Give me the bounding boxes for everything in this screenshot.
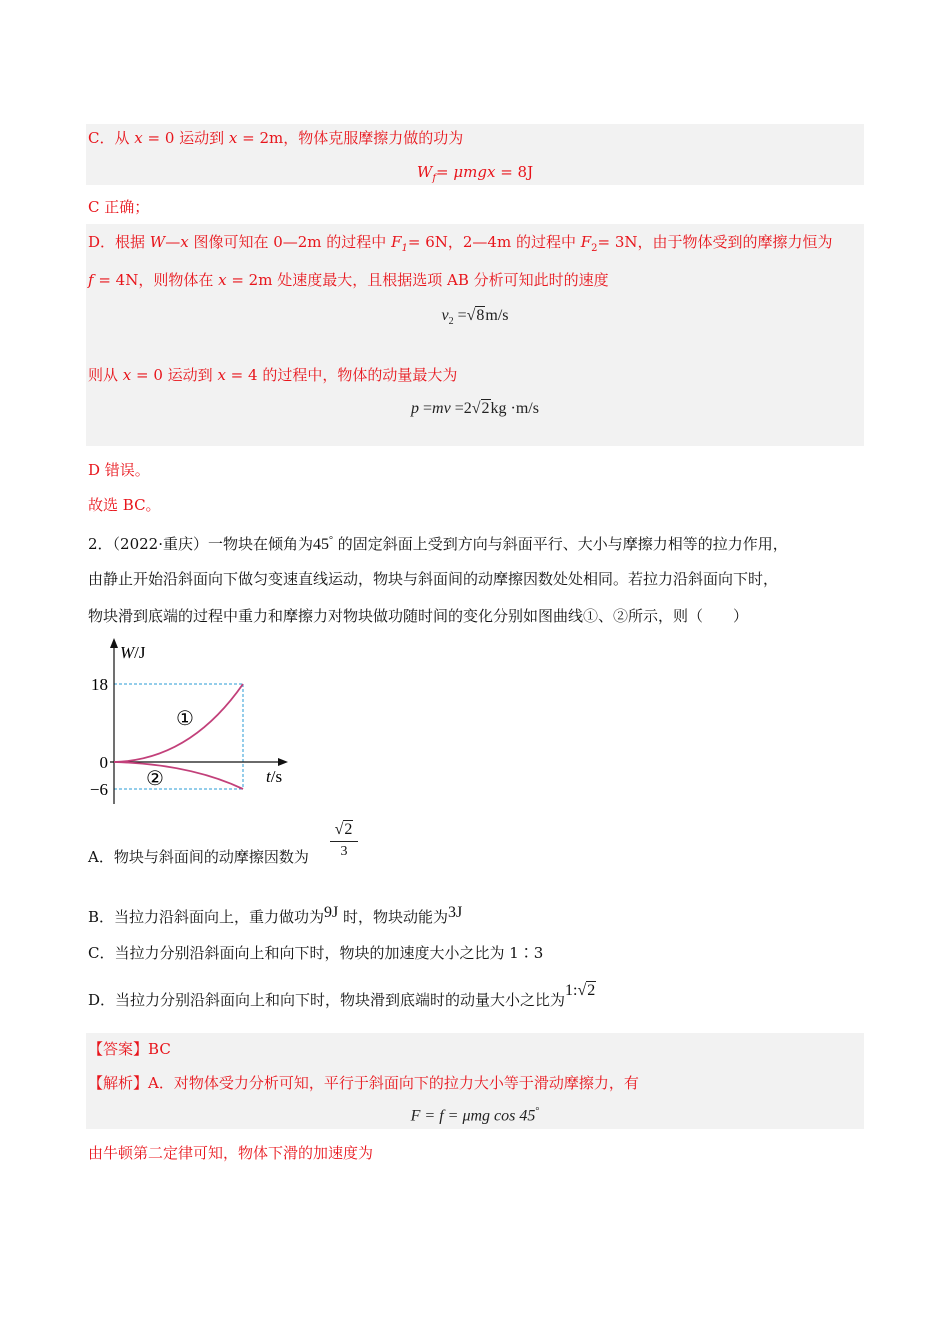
x-axis-label: t/s xyxy=(266,767,283,786)
solution-c-line: C．从 x = 0 运动到 x = 2m，物体克服摩擦力做的功为 xyxy=(88,129,464,147)
solution-c-equation: $W_f= \mu mgx = 8J$ xyxy=(416,163,534,184)
solution-d-line-2: f = 4N，则物体在 x = 2m 处速度最大，且根据选项 AB 分析可知此时的速度 xyxy=(88,271,609,289)
tick-18: 18 xyxy=(91,675,108,694)
curve-2 xyxy=(114,762,243,789)
solution-d-line-3: 则从 x = 0 运动到 x = 4 的过程中，物体的动量最大为 xyxy=(88,366,458,384)
sqrt-symbol: √ xyxy=(466,307,476,324)
guide-lines xyxy=(114,684,243,789)
force-equation: F = f = μmg cos 45° xyxy=(410,1106,540,1125)
question-line-2: 由静止开始沿斜面向下做匀变速直线运动，物块与斜面间的动摩擦因数处处相同。若拉力沿斜面向下时， xyxy=(88,570,779,588)
question-line-3: 物块滑到底端的过程中重力和摩擦力对物块做功随时间的变化分别如图曲线①、②所示，则（ ） xyxy=(88,607,749,625)
momentum-equation: p =mv =2√2kg ·m/s xyxy=(411,400,539,417)
solution-c-verdict: C 正确； xyxy=(88,198,150,216)
sqrt-symbol: √ xyxy=(471,400,481,417)
analysis-line: 【解析】A．对物体受力分析可知，平行于斜面向下的拉力大小等于滑动摩擦力，有 xyxy=(88,1074,639,1092)
fraction-numerator: √2 xyxy=(334,821,353,838)
option-d: D．当拉力分别沿斜面向上和向下时，物块滑到底端时的动量大小之比为1:√2 xyxy=(88,982,596,1009)
option-c: C．当拉力分别沿斜面向上和向下时，物块的加速度大小之比为 1∶3 xyxy=(88,944,544,962)
final-choice: 故选 BC。 xyxy=(88,496,161,514)
question-line-1: 2．（2022·重庆）一物块在倾角为45° 的固定斜面上受到方向与斜面平行、大小与摩擦力相等的拉力作用， xyxy=(88,535,788,553)
tick-0: 0 xyxy=(99,753,108,772)
fraction-denominator: 3 xyxy=(340,844,348,859)
answer-line: 【答案】BC xyxy=(88,1040,171,1058)
sqrt-symbol: √ xyxy=(577,982,587,999)
velocity-equation: $v_2 =√8m/s$ xyxy=(441,307,509,328)
solution-d-verdict: D 错误。 xyxy=(88,461,150,479)
newton-law-line: 由牛顿第二定律可知，物体下滑的加速度为 xyxy=(88,1144,374,1162)
work-time-graph xyxy=(80,636,300,808)
x-axis-arrow xyxy=(278,758,288,766)
option-a: A．物块与斜面间的动摩擦因数为 xyxy=(88,848,309,866)
curve-2-label: ② xyxy=(146,768,164,790)
y-axis-arrow xyxy=(110,638,118,648)
tick-minus-6: −6 xyxy=(89,780,108,799)
y-axis-label: W/J xyxy=(120,643,146,662)
fraction-bar xyxy=(330,841,358,842)
option-b: B．当拉力沿斜面向上，重力做功为9J 时，物块动能为3J xyxy=(88,904,463,926)
curve-1-label: ① xyxy=(176,708,194,730)
solution-d-line-1: D．根据 W—x 图像可知在 0—2m 的过程中 $F_1= 6N$，2—4m 的过程中 $F_2= 3N$，由于物体受到的摩擦力恒为 xyxy=(88,233,833,254)
option-a-fraction xyxy=(330,820,358,861)
